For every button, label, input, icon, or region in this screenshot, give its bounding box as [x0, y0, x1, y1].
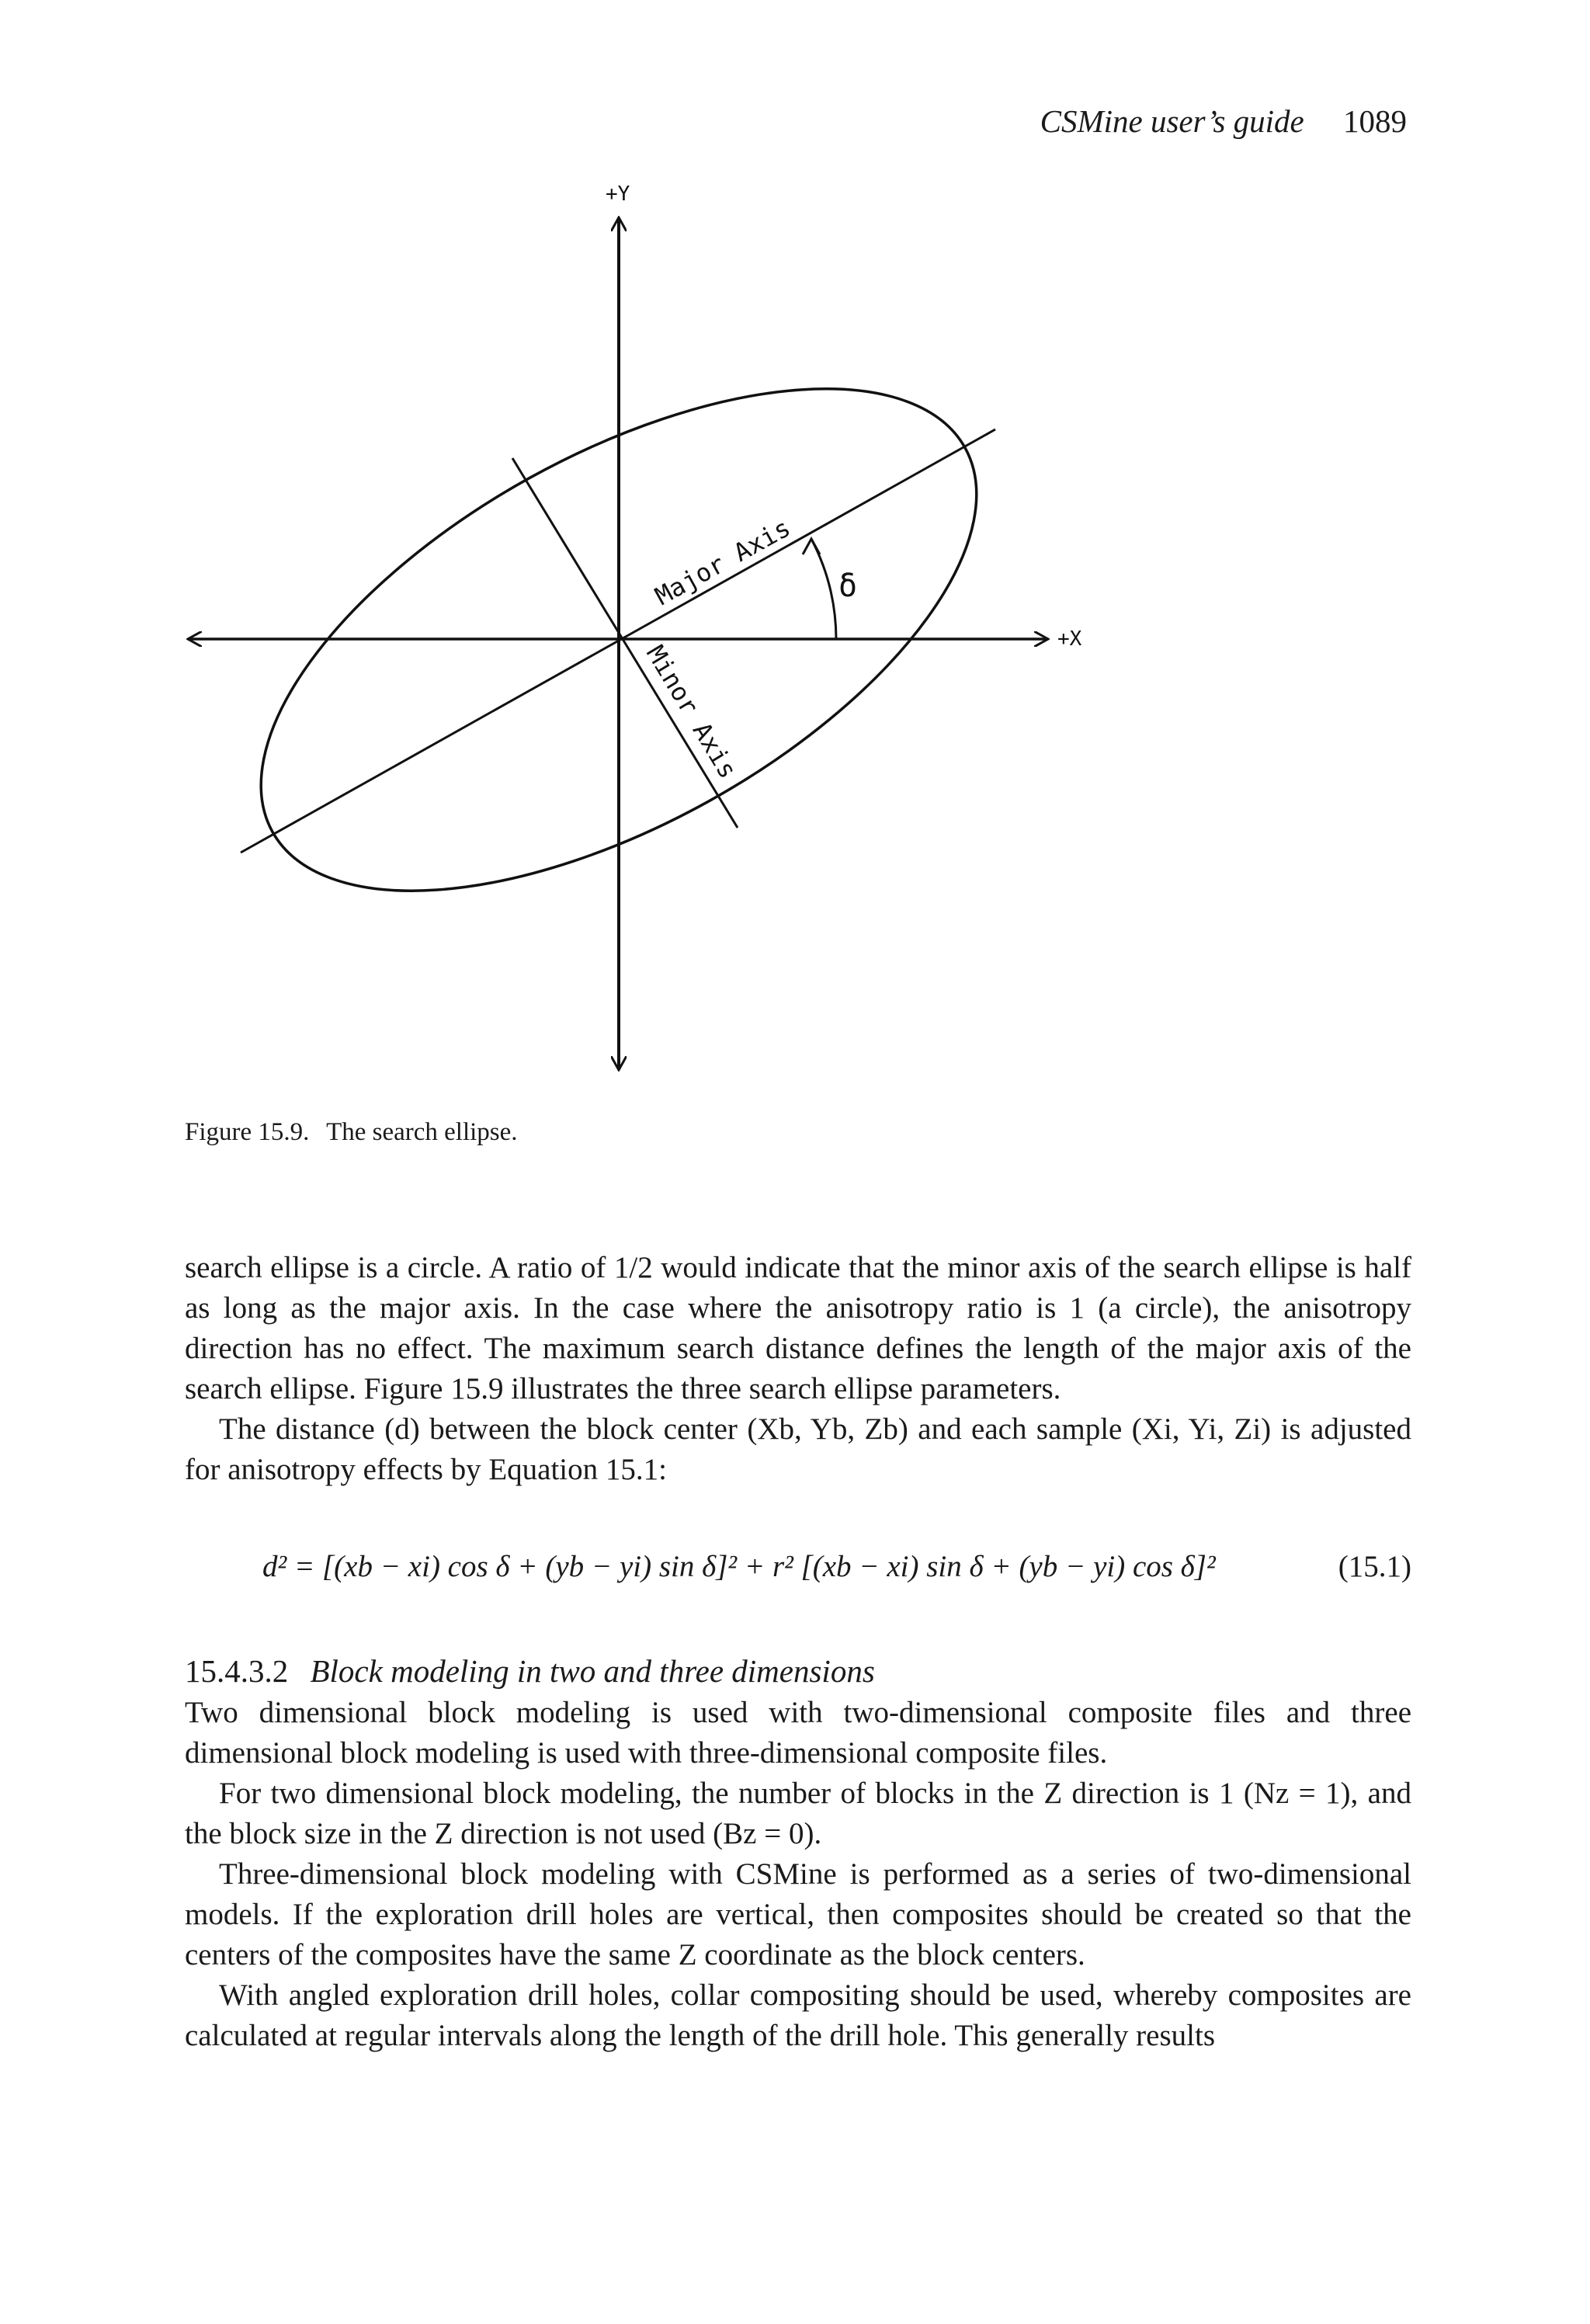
caption-number: Figure 15.9. [185, 1118, 310, 1146]
minor-axis-line [512, 458, 738, 828]
equation-expression: d² = [(xb − xi) cos δ + (yb − yi) sin δ]² + r² [(xb − xi) sin δ + (yb − yi) cos δ]² [262, 1550, 1216, 1583]
paragraph-5: Three-dimensional block modeling with CSMine is performed as a series of two-dimensional models. If the exploration drill holes are vertical, then composites should be created so that the centers of the composites have the same Z coordinate as the block centers. [185, 1857, 1411, 1971]
angle-arrowhead [803, 539, 820, 554]
search-ellipse-figure [155, 177, 1126, 1086]
equation-15-1 [262, 1549, 1411, 1584]
paragraph-4: For two dimensional block modeling, the number of blocks in the Z direction is 1 (Nz = 1), and the block size in the Z direction is not used (Bz = 0). [185, 1777, 1411, 1850]
angle-label: δ [838, 568, 858, 604]
caption-text: The search ellipse. [326, 1118, 518, 1146]
running-title: CSMine user’s guide [1040, 103, 1304, 139]
section-number: 15.4.3.2 [185, 1653, 289, 1689]
minor-axis-label: Minor Axis [641, 640, 743, 784]
body-block-1 [185, 1248, 1411, 1490]
paragraph-2: The distance (d) between the block center (Xb, Yb, Zb) and each sample (Xi, Yi, Zi) is adjusted for anisotropy effects by Equation 15.1: [185, 1412, 1411, 1486]
plus-y-label: +Y [606, 182, 630, 206]
body-block-2 [185, 1693, 1411, 2056]
angle-arc [811, 539, 836, 639]
equation-number: (15.1) [1338, 1550, 1411, 1583]
figure-caption [185, 1118, 518, 1147]
search-ellipse-diagram [155, 177, 1126, 1086]
paragraph-1: search ellipse is a circle. A ratio of 1/2 would indicate that the minor axis of the search ellipse is half as long as the major axis. In the case where the anisotropy ratio is 1 (a circle), the anisotropy direction has no effect. The maximum search distance defines the length of the major axis of the search ellipse. Figure 15.9 illustrates the three search ellipse parameters. [185, 1251, 1411, 1405]
paragraph-3: Two dimensional block modeling is used with two-dimensional composite files and three dimensional block modeling is used with three-dimensional composite files. [185, 1696, 1411, 1770]
running-header [1040, 102, 1407, 140]
page-number: 1089 [1343, 103, 1407, 139]
section-title: Block modeling in two and three dimensions [310, 1653, 875, 1689]
paragraph-6: With angled exploration drill holes, collar compositing should be used, whereby composites are calculated at regular intervals along the length of the drill hole. This generally results [185, 1978, 1411, 2052]
major-axis-label: Major Axis [650, 512, 796, 611]
section-heading [185, 1652, 875, 1690]
plus-x-label: +X [1057, 627, 1082, 651]
